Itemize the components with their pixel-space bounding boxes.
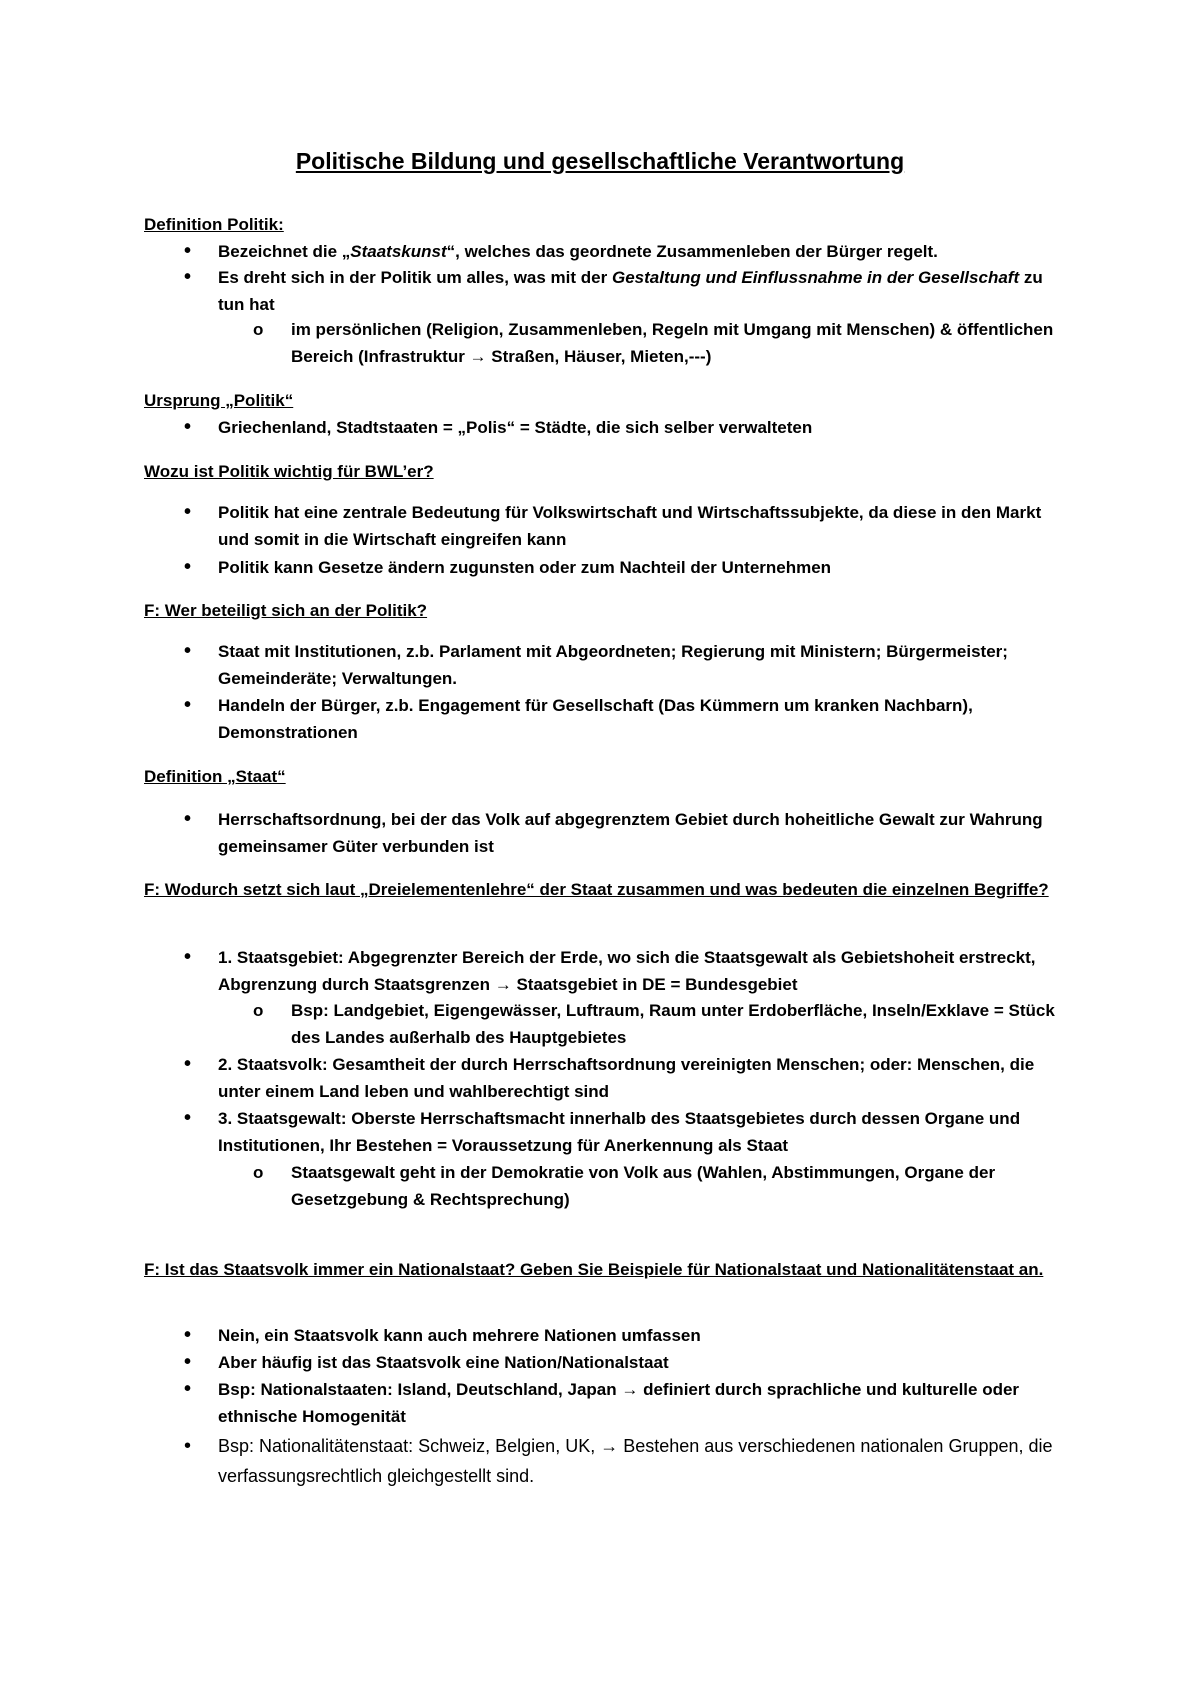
list-item (184, 238, 1064, 265)
list-item (184, 692, 1064, 746)
list-item (184, 264, 1064, 318)
list-item (184, 1105, 1064, 1159)
heading-wer-beteiligt: F: Wer beteiligt sich an der Politik? (144, 601, 428, 620)
list-item (184, 1051, 1064, 1105)
heading-ursprung-politik: Ursprung „Politik“ (144, 391, 294, 410)
list-item (184, 1322, 1064, 1349)
bullet-glyph: • (184, 1324, 192, 1346)
list-item-text: Herrschaftsordnung, bei der das Volk auf abgegrenztem Gebiet durch hoheitliche Gewalt zur Wahrung gemeinsamer Güter verbunden ist (218, 810, 1043, 856)
list-item-text: Es dreht sich in der Politik um alles, was mit der Gestaltung und Einflussnahme in der Gesellschaft zu tun hat (218, 268, 1043, 314)
bullet-glyph: • (184, 1351, 192, 1373)
heading-definition-staat: Definition „Staat“ (144, 767, 286, 786)
list-item (184, 554, 1064, 581)
sub-list-item-text: im persönlichen (Religion, Zusammenleben, Regeln mit Umgang mit Menschen) & öffentlichen Bereich (Infrastruktur → Straßen, Häuser, Mieten,---) (291, 320, 1054, 366)
bullet-glyph: • (184, 640, 192, 662)
list-item (184, 1376, 1064, 1430)
list-item-text: Bsp: Nationalitätenstaat: Schweiz, Belgien, UK, → Bestehen aus verschiedenen nationalen Gruppen, die verfassungsrechtlich gleichgestellt sind. (218, 1436, 1053, 1486)
document-title: Politische Bildung und gesellschaftliche Verantwortung (295, 148, 905, 174)
list-item (184, 1431, 1064, 1491)
bullet-glyph: • (184, 1378, 192, 1400)
bullet-glyph: • (184, 1053, 192, 1075)
heading-wozu-politik: Wozu ist Politik wichtig für BWL’er? (144, 462, 434, 481)
sub-bullet-glyph: o (253, 320, 264, 339)
list-item-text: Staat mit Institutionen, z.b. Parlament mit Abgeordneten; Regierung mit Ministern; Bürgermeister; Gemeinderäte; Verwaltungen. (218, 642, 1008, 688)
list-item-text: Bezeichnet die „Staatskunst“, welches das geordnete Zusammenleben der Bürger regelt. (218, 242, 938, 261)
sub-list-item-text: Staatsgewalt geht in der Demokratie von Volk aus (Wahlen, Abstimmungen, Organe der Gesetzgebung & Rechtsprechung) (291, 1163, 996, 1209)
heading-nationalstaat: F: Ist das Staatsvolk immer ein Nationalstaat? Geben Sie Beispiele für Nationalstaat und Nationalitätenstaat an. (144, 1260, 1044, 1279)
sub-list-item (253, 997, 1064, 1051)
bullet-glyph: • (184, 694, 192, 716)
list-item (184, 638, 1064, 692)
sub-bullet-glyph: o (253, 1001, 264, 1020)
bullet-glyph: • (184, 1435, 192, 1457)
list-item (184, 1349, 1064, 1376)
list-item (184, 944, 1064, 998)
list-item (184, 414, 1064, 441)
bullet-glyph: • (184, 808, 192, 830)
list-item (184, 806, 1064, 860)
bullet-glyph: • (184, 1107, 192, 1129)
bullet-glyph: • (184, 266, 192, 288)
list-item-text: Aber häufig ist das Staatsvolk eine Nation/Nationalstaat (218, 1353, 669, 1372)
list-item-text: 3. Staatsgewalt: Oberste Herrschaftsmacht innerhalb des Staatsgebietes durch dessen Organe und Institutionen, Ihr Bestehen = Voraussetzung für Anerkennung als Staat (218, 1109, 1021, 1155)
bullet-glyph: • (184, 240, 192, 262)
list-item-text: Politik kann Gesetze ändern zugunsten oder zum Nachteil der Unternehmen (218, 558, 832, 577)
bullet-glyph: • (184, 946, 192, 968)
sub-list-item-text: Bsp: Landgebiet, Eigengewässer, Luftraum, Raum unter Erdoberfläche, Inseln/Exklave = Stück des Landes außerhalb des Hauptgebietes (291, 1001, 1055, 1047)
sub-bullet-glyph: o (253, 1163, 264, 1182)
list-item (184, 499, 1064, 553)
bullet-glyph: • (184, 501, 192, 523)
list-item-text: Handeln der Bürger, z.b. Engagement für Gesellschaft (Das Kümmern um kranken Nachbarn), Demonstrationen (218, 696, 973, 742)
sub-list-item (253, 1159, 1064, 1213)
list-item-text: 2. Staatsvolk: Gesamtheit der durch Herrschaftsordnung vereinigten Menschen; oder: Menschen, die unter einem Land leben und wahlberechtigt sind (218, 1055, 1035, 1101)
bullet-glyph: • (184, 556, 192, 578)
list-item-text: Griechenland, Stadtstaaten = „Polis“ = Städte, die sich selber verwalteten (218, 418, 813, 437)
list-item-text: 1. Staatsgebiet: Abgegrenzter Bereich der Erde, wo sich die Staatsgewalt als Gebietshoheit erstreckt, Abgrenzung durch Staatsgrenzen → Staatsgebiet in DE = Bundesgebiet (218, 948, 1036, 994)
heading-definition-politik: Definition Politik: (144, 215, 284, 234)
heading-dreielementenlehre: F: Wodurch setzt sich laut „Dreielementenlehre“ der Staat zusammen und was bedeuten die einzelnen Begriffe? (144, 880, 1049, 899)
sub-list-item (253, 316, 1064, 370)
bullet-glyph: • (184, 416, 192, 438)
list-item-text: Politik hat eine zentrale Bedeutung für Volkswirtschaft und Wirtschaftssubjekte, da diese in den Markt und somit in die Wirtschaft eingreifen kann (218, 503, 1042, 549)
list-item-text: Nein, ein Staatsvolk kann auch mehrere Nationen umfassen (218, 1326, 701, 1345)
list-item-text: Bsp: Nationalstaaten: Island, Deutschland, Japan → definiert durch sprachliche und kulturelle oder ethnische Homogenität (218, 1380, 1020, 1426)
